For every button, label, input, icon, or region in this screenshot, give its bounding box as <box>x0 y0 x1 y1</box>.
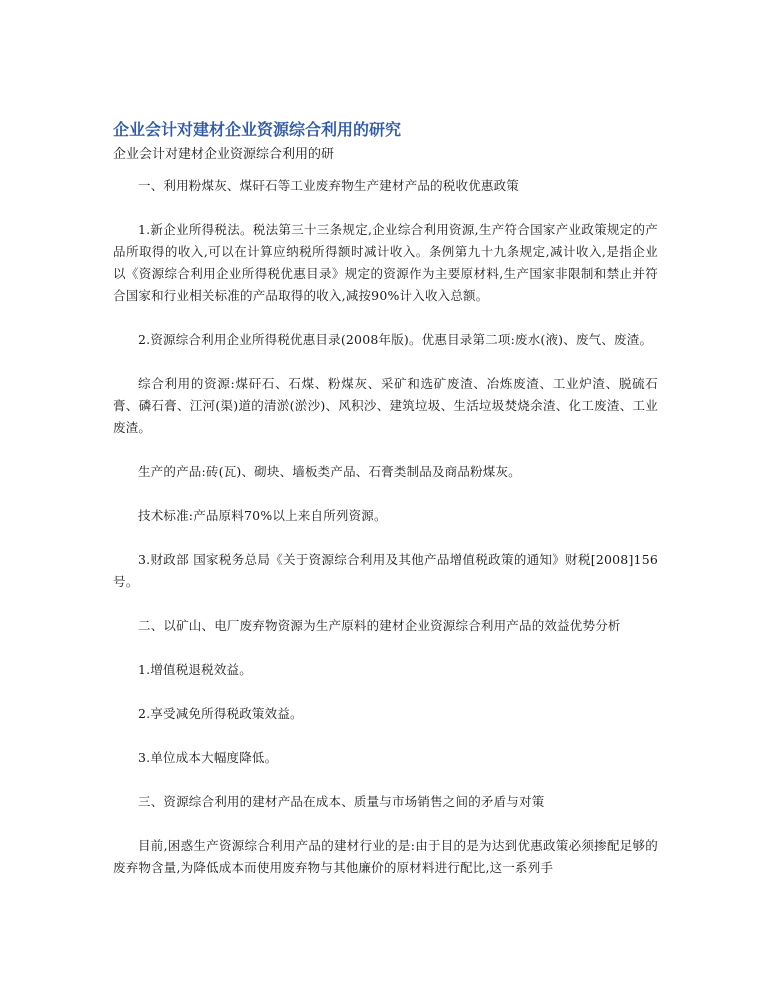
paragraph-4: 生产的产品:砖(瓦)、砌块、墙板类产品、石膏类制品及商品粉煤灰。 <box>138 464 521 479</box>
paragraph-5: 技术标准:产品原料70%以上来自所列资源。 <box>138 508 387 523</box>
paragraph-3: 综合利用的资源:煤矸石、石煤、粉煤灰、采矿和选矿废渣、冶炼废渣、工业炉渣、脱硫石膏、磷石膏、江河(渠)道的清淤(淤沙)、风积沙、建筑垃圾、生活垃圾焚烧余渣、化工废渣、工业废渣。 <box>113 376 658 435</box>
paragraph-6: 3.财政部 国家税务总局《关于资源综合利用及其他产品增值税政策的通知》财税[2008]156号。 <box>113 552 658 589</box>
document-body <box>113 118 658 879</box>
list-item-2: 2.享受减免所得税政策效益。 <box>138 706 303 721</box>
paragraph-2: 2.资源综合利用企业所得税优惠目录(2008年版)。优惠目录第二项:废水(液)、废气、废渣。 <box>138 332 653 347</box>
section-heading-2: 二、以矿山、电厂废弃物资源为生产原料的建材企业资源综合利用产品的效益优势分析 <box>138 618 621 633</box>
section-heading-1: 一、利用粉煤灰、煤矸石等工业废弃物生产建材产品的税收优惠政策 <box>138 178 520 193</box>
list-item-1: 1.增值税退税效益。 <box>138 662 252 677</box>
document-title: 企业会计对建材企业资源综合利用的研究 <box>113 120 402 139</box>
paragraph-1: 1.新企业所得税法。税法第三十三条规定,企业综合利用资源,生产符合国家产业政策规定的产品所取得的收入,可以在计算应纳税所得额时减计收入。条例第九十九条规定,减计收入,是指企业以《资源综合利用企业所得税优惠目录》规定的资源作为主要原材料,生产国家非限制和禁止并符合国家和行业相关标准的产品取得的收入,减按90%计入收入总额。 <box>113 222 658 303</box>
list-item-3: 3.单位成本大幅度降低。 <box>138 750 278 765</box>
paragraph-7: 目前,困惑生产资源综合利用产品的建材行业的是:由于目的是为达到优惠政策必须掺配足够的废弃物含量,为降低成本而使用废弃物与其他廉价的原材料进行配比,这一系列手 <box>113 838 658 875</box>
document-subtitle: 企业会计对建材企业资源综合利用的研 <box>113 147 335 162</box>
section-heading-3: 三、资源综合利用的建材产品在成本、质量与市场销售之间的矛盾与对策 <box>138 794 545 809</box>
